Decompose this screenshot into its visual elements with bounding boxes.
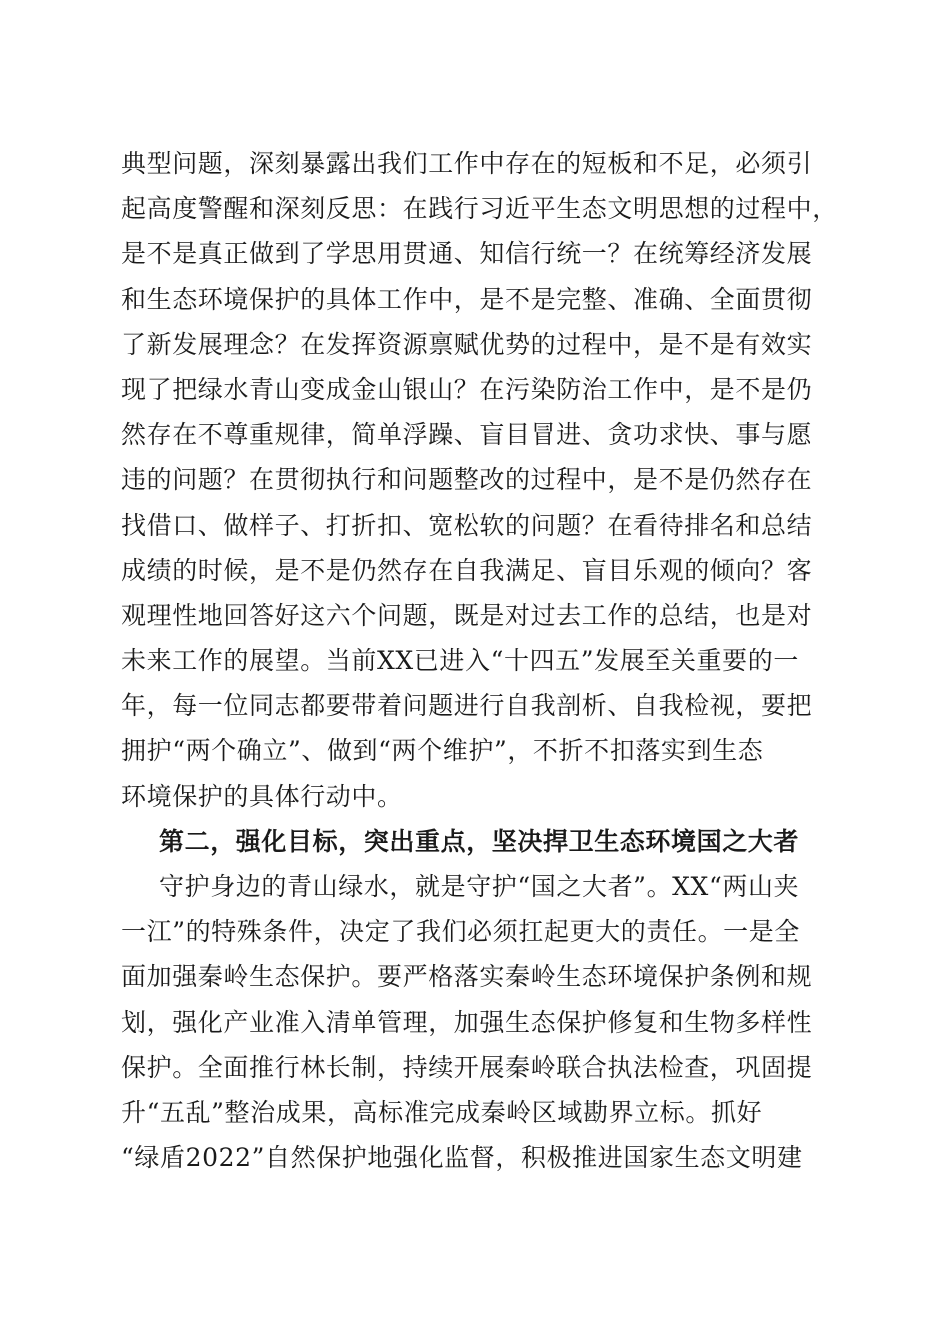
text-line: 拥护“两个确立”、做到“两个维护”，不折不扣落实到生态 — [121, 736, 764, 766]
text-line: 未来工作的展望。当前XX已进入“十四五”发展至关重要的一 — [121, 646, 799, 676]
text-line: 现了把绿水青山变成金山银山？在污染防治工作中，是不是仍 — [121, 374, 813, 404]
text-line: 年，每一位同志都要带着问题进行自我剖析、自我检视，要把 — [121, 691, 813, 721]
text-line: 守护身边的青山绿水，就是守护“国之大者”。XX“两山夹 — [159, 872, 800, 901]
text-line: 了新发展理念？在发挥资源禀赋优势的过程中，是不是有效实 — [121, 329, 813, 359]
text-line: 观理性地回答好这六个问题，既是对过去工作的总结，也是对 — [121, 600, 813, 630]
text-line: 典型问题，深刻暴露出我们工作中存在的短板和不足，必须引 — [121, 149, 813, 178]
text-line: 是不是真正做到了学思用贯通、知信行统一？在统筹经济发展 — [121, 239, 813, 269]
text-line: 违的问题？在贯彻执行和问题整改的过程中，是不是仍然存在 — [121, 465, 813, 495]
text-line: 保护。全面推行林长制，持续开展秦岭联合执法检查，巩固提 — [121, 1052, 813, 1082]
text-line: 划，强化产业准入清单管理，加强生态保护修复和生物多样性 — [121, 1007, 813, 1037]
text-line: 升“五乱”整治成果，高标准完成秦岭区域勘界立标。抓好 — [121, 1097, 763, 1127]
paragraph-protection — [121, 864, 831, 1180]
text-line: 然存在不尊重规律，简单浮躁、盲目冒进、贪功求快、事与愿 — [121, 420, 813, 450]
section-heading: 第二，强化目标，突出重点，坚决捍卫生态环境国之大者 — [159, 826, 800, 856]
document-body — [121, 141, 838, 1180]
text-line: “绿盾2022”自然保护地强化监督，积极推进国家生态文明建 — [121, 1143, 803, 1173]
text-line: 环境保护的具体行动中。 — [121, 781, 403, 811]
text-line: 一江”的特殊条件，决定了我们必须扛起更大的责任。一是全 — [121, 917, 800, 947]
text-line: 起高度警醒和深刻反思：在践行习近平生态文明思想的过程中， — [121, 194, 838, 224]
text-line: 找借口、做样子、打折扣、宽松软的问题？在看待排名和总结 — [121, 510, 813, 540]
paragraph-problems — [121, 141, 838, 819]
text-line: 成绩的时候，是不是仍然存在自我满足、盲目乐观的倾向？客 — [121, 555, 813, 585]
text-line: 面加强秦岭生态保护。要严格落实秦岭生态环境保护条例和规 — [121, 962, 813, 992]
text-line: 和生态环境保护的具体工作中，是不是完整、准确、全面贯彻 — [121, 284, 813, 314]
